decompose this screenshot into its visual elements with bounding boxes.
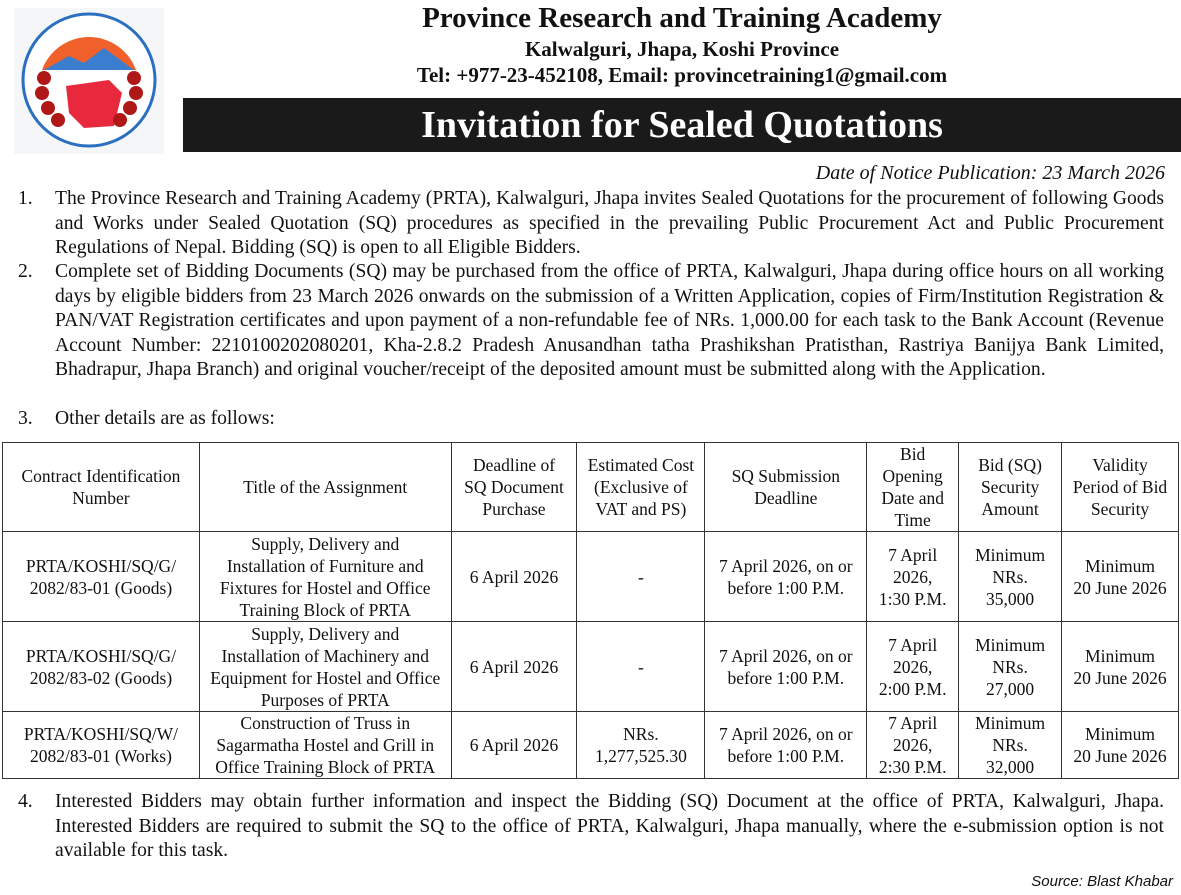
table-cell: 6 April 2026 — [451, 532, 577, 622]
table-cell: - — [577, 622, 705, 712]
table-cell: 7 April 2026, on or before 1:00 P.M. — [705, 712, 867, 779]
table-cell: 7 April 2026, 2:30 P.M. — [867, 712, 959, 779]
table-row — [3, 712, 1179, 779]
header-cell: Bid (SQ) Security Amount — [959, 443, 1062, 532]
procurement-table — [2, 442, 1179, 779]
table-cell: 7 April 2026, 2:00 P.M. — [867, 622, 959, 712]
table-cell: PRTA/KOSHI/SQ/W/ 2082/83-01 (Works) — [3, 712, 200, 779]
notice-title: Invitation for Sealed Quotations — [183, 98, 1181, 152]
table-cell: PRTA/KOSHI/SQ/G/ 2082/83-01 (Goods) — [3, 532, 200, 622]
item-text: Other details are as follows: — [55, 408, 275, 429]
table-cell: Minimum NRs. 27,000 — [959, 622, 1062, 712]
table-cell: Minimum 20 June 2026 — [1062, 532, 1179, 622]
table-header-row — [3, 443, 1179, 532]
header-cell: Contract Identification Number — [3, 443, 200, 532]
org-contact: Tel: +977-23-452108, Email: provincetraining1@gmail.com — [416, 63, 948, 87]
item-text: The Province Research and Training Academy (PRTA), Kalwalguri, Jhapa invites Sealed Quotations for the procurement of following Goods and Works under Sealed Quotation (SQ) procedures as specified in the prevailing Public Procurement Act and Public Procurement Regulations of Nepal. Bidding (SQ) is open to all Eligible Bidders. — [55, 188, 1164, 258]
header-cell: Estimated Cost (Exclusive of VAT and PS) — [577, 443, 705, 532]
header-cell: Deadline of SQ Document Purchase — [451, 443, 577, 532]
org-address: Kalwalguri, Jhapa, Koshi Province — [524, 37, 840, 61]
table-cell: - — [577, 532, 705, 622]
table-cell: Supply, Delivery and Installation of Machinery and Equipment for Hostel and Office Purposes of PRTA — [199, 622, 451, 712]
item-number: 4. — [18, 791, 33, 812]
table-cell: Minimum NRs. 35,000 — [959, 532, 1062, 622]
table-row — [3, 622, 1179, 712]
header-cell: Title of the Assignment — [199, 443, 451, 532]
notice-item — [18, 407, 1164, 432]
table-cell: 6 April 2026 — [451, 622, 577, 712]
header-cell: Validity Period of Bid Security — [1062, 443, 1179, 532]
table-cell: 7 April 2026, on or before 1:00 P.M. — [705, 532, 867, 622]
table-cell: 7 April 2026, 1:30 P.M. — [867, 532, 959, 622]
item-number: 2. — [18, 261, 33, 282]
table-cell: Minimum 20 June 2026 — [1062, 622, 1179, 712]
table-cell: Minimum 20 June 2026 — [1062, 712, 1179, 779]
item-number: 3. — [18, 408, 33, 429]
org-name: Province Research and Training Academy — [422, 2, 942, 34]
table-cell: NRs. 1,277,525.30 — [577, 712, 705, 779]
notice-item — [18, 790, 1164, 864]
table-row — [3, 532, 1179, 622]
header-cell: Bid Opening Date and Time — [867, 443, 959, 532]
notice-item — [18, 187, 1164, 261]
item-text: Complete set of Bidding Documents (SQ) may be purchased from the office of PRTA, Kalwalguri, Jhapa during office hours on all working days by eligible bidders from 23 March 2026 onwards on the submission of a Written Application, copies of Firm/Institution Registration & PAN/VAT Registration certificates and upon payment of a non-refundable fee of NRs. 1,000.00 for each task to the Bank Account (Revenue Account Number: 2210100202080201, Kha-2.8.2 Pradesh Anusandhan tatha Prashikshan Pratisthan, Rastriya Banijya Bank Limited, Bhadrapur, Jhapa Branch) and original voucher/receipt of the deposited amount must be submitted along with the Application. — [55, 261, 1164, 380]
table-cell: Construction of Truss in Sagarmatha Hostel and Grill in Office Training Block of PRTA — [199, 712, 451, 779]
source-credit: Source: Blast Khabar — [1031, 873, 1173, 890]
header-cell: SQ Submission Deadline — [705, 443, 867, 532]
table-cell: 7 April 2026, on or before 1:00 P.M. — [705, 622, 867, 712]
academy-logo — [14, 8, 164, 154]
item-text: Interested Bidders may obtain further information and inspect the Bidding (SQ) Document at the office of PRTA, Kalwalguri, Jhapa. Interested Bidders are required to submit the SQ to the office of PRTA, Kalwalguri, Jhapa manually, where the e-submission option is not available for this task. — [55, 791, 1164, 861]
table-cell: Minimum NRs. 32,000 — [959, 712, 1062, 779]
table-cell: PRTA/KOSHI/SQ/G/ 2082/83-02 (Goods) — [3, 622, 200, 712]
item-number: 1. — [18, 188, 33, 209]
table-cell: 6 April 2026 — [451, 712, 577, 779]
publication-date: Date of Notice Publication: 23 March 2026 — [815, 162, 1165, 184]
table-cell: Supply, Delivery and Installation of Furniture and Fixtures for Hostel and Office Training Block of PRTA — [199, 532, 451, 622]
notice-item — [18, 260, 1164, 383]
